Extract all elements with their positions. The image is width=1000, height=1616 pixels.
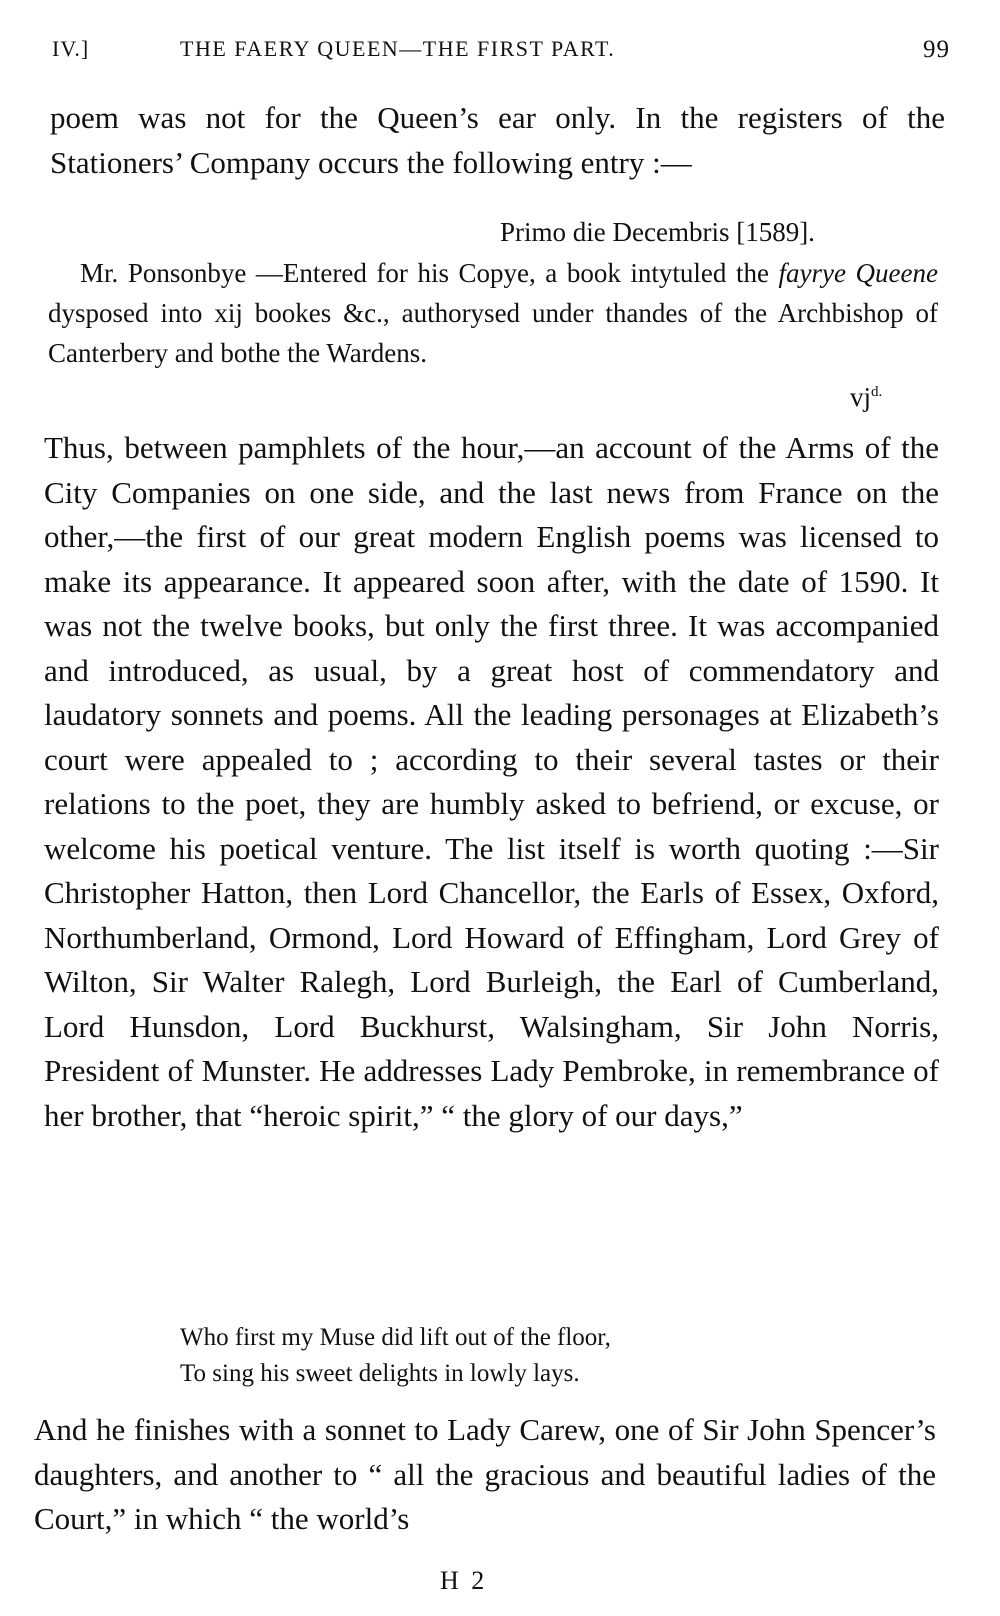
entry-text-post: dysposed into xij bookes &c., authorysed under thandes of the Archbishop of Canterbery and bothe the Wardens. [48,298,938,368]
running-title: THE FAERY QUEEN—THE FIRST PART. [180,36,616,61]
verse-line-2: To sing his sweet delights in lowly lays. [180,1360,580,1387]
page-number: 99 [923,36,950,63]
entry-text-pre: Mr. Ponsonbye —Entered for his Copye, a book intytuled the [80,258,779,288]
verse-quotation [180,1320,611,1392]
register-entry-fee [850,382,882,413]
chapter-number: IV.] [52,36,90,61]
paragraph-1: poem was not for the Queen’s ear only. In the registers of the Stationers’ Company occurs the following entry :— [50,100,945,180]
paragraph-3: And he finishes with a sonnet to Lady Carew, one of Sir John Spencer’s daughters, and another to “ all the gracious and beautiful ladies of the Court,” in which “ the world’s [34,1412,936,1536]
entry-book-title: fayrye Queene [778,258,938,288]
register-entry-text [48,253,938,373]
fee-superscript: d. [871,384,883,400]
running-head [52,32,950,72]
paragraph-2: Thus, between pamphlets of the hour,—an account of the Arms of the City Companies on one side, and the last news from France on the other,—the first of our great modern English poems was licensed to make its appearance. It appeared soon after, with the date of 1590. It was not the twelve books, but only the first three. It was accompanied and introduced, as usual, by a great host of commendatory and laudatory sonnets and poems. All the leading personages at Elizabeth’s court were appealed to ; according to their several tastes or their relations to the poet, they are humbly asked to befriend, or excuse, or welcome his poetical venture. The list itself is worth quoting :—Sir Christopher Hatton, then Lord Chancellor, the Earls of Essex, Oxford, Northumberland, Ormond, Lord Howard of Effingham, Lord Grey of Wilton, Sir Walter Ralegh, Lord Burleigh, the Earl of Cumberland, Lord Hunsdon, Lord Buckhurst, Walsingham, Sir John Norris, President of Munster. He addresses Lady Pembroke, in remembrance of her brother, that “heroic spirit,” “ the glory of our days,” [44,430,939,1133]
verse-line-1: Who first my Muse did lift out of the floor, [180,1324,611,1351]
fee-base: vj [850,382,872,412]
register-entry-date: Primo die Decembris [1589]. [500,217,815,247]
signature-mark: H 2 [440,1566,488,1595]
